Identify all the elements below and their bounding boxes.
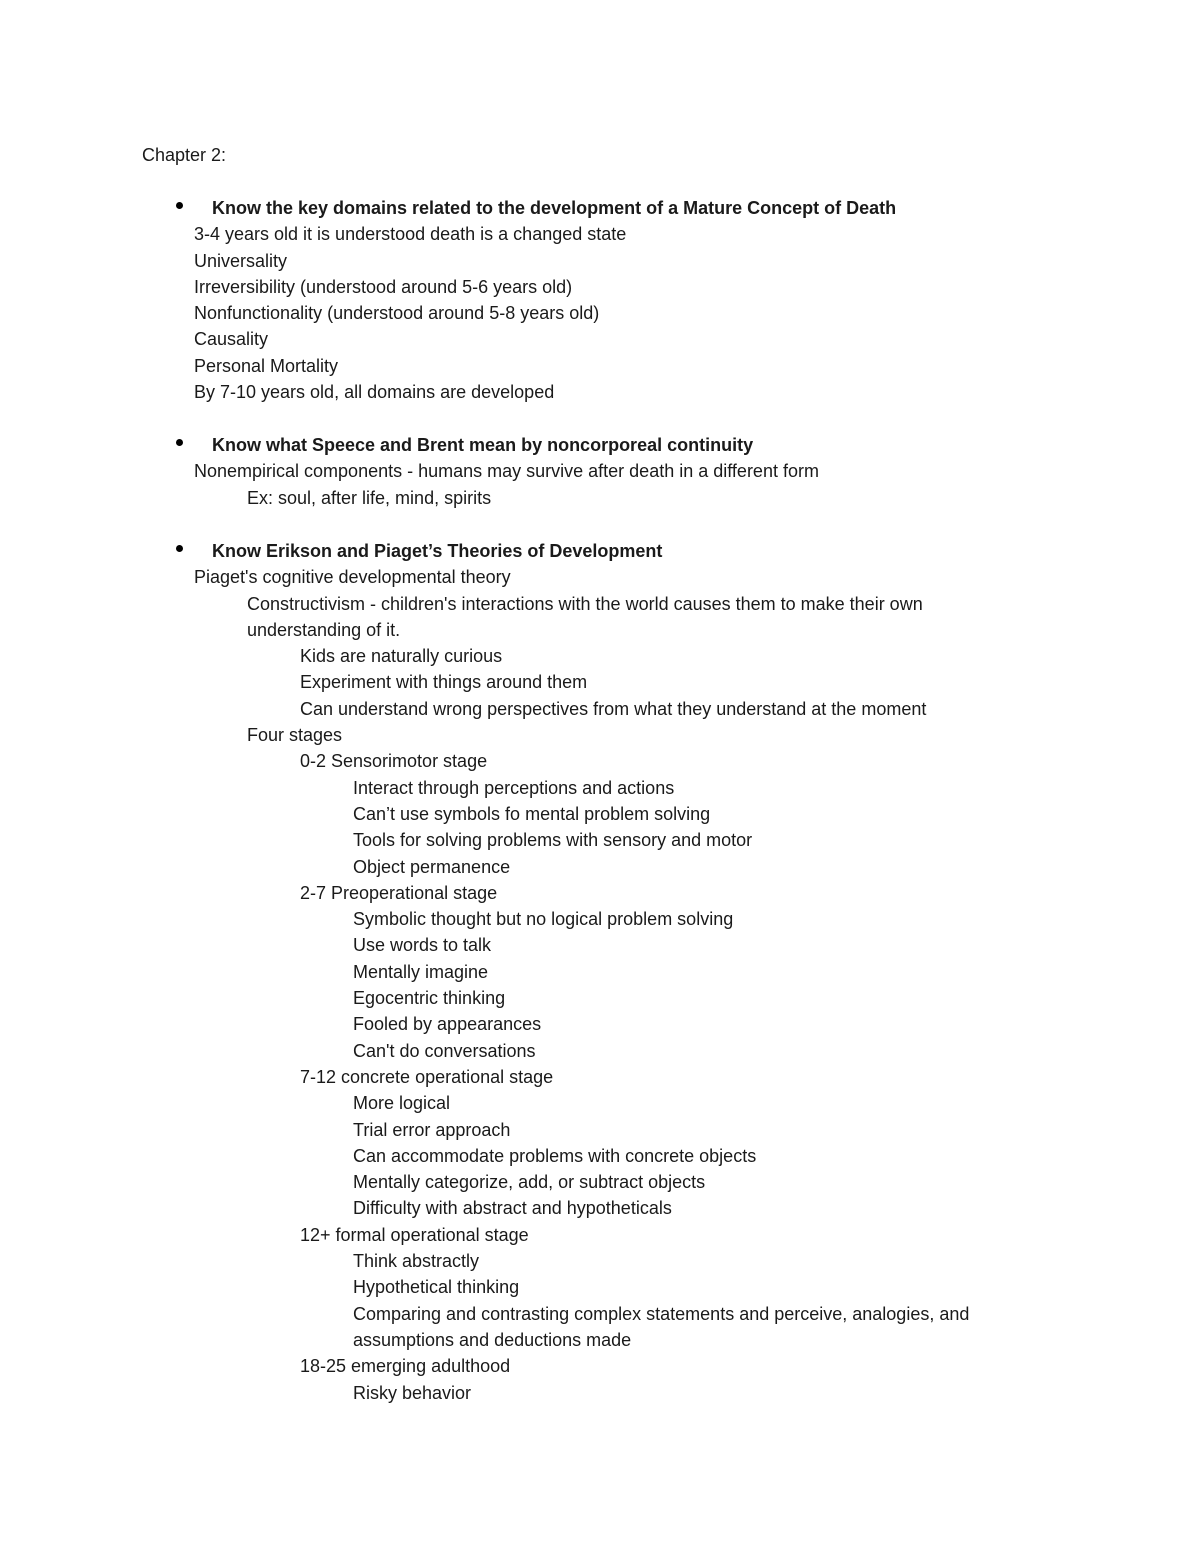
list-item: By 7-10 years old, all domains are developed [194,382,555,403]
section-heading: Know Erikson and Piaget’s Theories of Development [212,541,663,561]
stage-heading: 2-7 Preoperational stage [300,882,498,903]
list-item: Think abstractly [353,1251,480,1272]
list-item: Hypothetical thinking [353,1277,520,1298]
list-item: Piaget's cognitive developmental theory [194,567,511,588]
list-item: Object permanence [353,856,511,877]
bullet-icon [176,202,183,209]
list-item: Nonempirical components - humans may survive after death in a different form [194,461,819,482]
section-noncorporeal-continuity [0,432,1200,511]
list-item: Can't do conversations [353,1040,536,1061]
list-item: Can’t use symbols fo mental problem solving [353,803,711,824]
list-item: Kids are naturally curious [300,646,503,667]
bullet-icon [176,545,183,552]
list-item: Tools for solving problems with sensory and motor [353,830,753,851]
list-item: Fooled by appearances [353,1014,542,1035]
list-item: Symbolic thought but no logical problem solving [353,909,734,930]
list-item: Universality [194,250,288,271]
bullet-heading-row [0,195,1200,221]
chapter-title: Chapter 2: [142,145,227,165]
list-item: Risky behavior [353,1382,472,1403]
stage-heading: 0-2 Sensorimotor stage [300,751,488,772]
list-item: Irreversibility (understood around 5-6 years old) [194,276,573,297]
list-item: Experiment with things around them [300,672,588,693]
list-item: Mentally categorize, add, or subtract objects [353,1172,706,1193]
stage-heading: 18-25 emerging adulthood [300,1356,511,1377]
list-item: Use words to talk [353,935,492,956]
section-mature-concept-of-death [0,195,1200,405]
list-item: Nonfunctionality (understood around 5-8 years old) [194,303,600,324]
bullet-heading-row [0,538,1200,564]
list-item: Ex: soul, after life, mind, spirits [247,487,492,508]
list-item: Can understand wrong perspectives from what they understand at the moment [300,698,927,719]
bullet-icon [176,439,183,446]
list-item: Can accommodate problems with concrete objects [353,1145,757,1166]
list-item: Causality [194,329,269,350]
stage-heading: 7-12 concrete operational stage [300,1066,554,1087]
list-item: understanding of it. [247,619,401,640]
list-item: Personal Mortality [194,355,339,376]
section-heading: Know what Speece and Brent mean by noncorporeal continuity [212,435,754,455]
list-item: 3-4 years old it is understood death is a changed state [194,224,627,245]
stage-heading: 12+ formal operational stage [300,1224,529,1245]
list-item: Difficulty with abstract and hypotheticals [353,1198,672,1219]
list-item: Constructivism - children's interactions with the world causes them to make their own [247,593,923,614]
list-item: Four stages [247,725,343,746]
list-item: Mentally imagine [353,961,489,982]
list-item: Trial error approach [353,1119,511,1140]
list-item: More logical [353,1093,451,1114]
list-item: assumptions and deductions made [353,1329,632,1350]
list-item: Egocentric thinking [353,988,506,1009]
section-theories-of-development [0,538,1200,1406]
section-heading: Know the key domains related to the development of a Mature Concept of Death [212,198,897,218]
bullet-heading-row [0,432,1200,458]
list-item: Interact through perceptions and actions [353,777,675,798]
list-item: Comparing and contrasting complex statements and perceive, analogies, and [353,1303,970,1324]
